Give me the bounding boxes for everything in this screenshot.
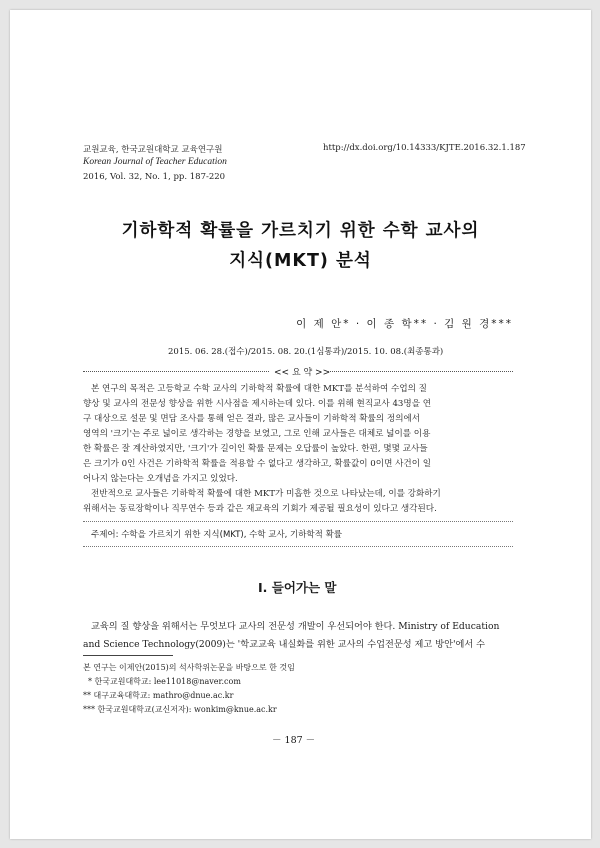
abstract-line: 본 연구의 목적은 고등학교 수학 교사의 기하학적 확률에 대한 MKT를 분석하여 수업의 질 (91, 384, 427, 394)
abstract-line: 위해서는 동료장학이나 직무연수 등과 같은 재교육의 기회가 제공될 필요성이 있다고 생각된다. (83, 504, 437, 514)
abstract-heading (83, 365, 513, 377)
volume-info: 2016, Vol. 32, No. 1, pp. 187-220 (83, 172, 226, 182)
body-line: and Science Technology(2009)는 '학교교육 내실화를 위한 교사의 수업전문성 제고 방안'에서 수 (83, 639, 486, 650)
abstract-line: 한 확률은 잘 계산하였지만, '크기'가 길이인 확률 문제는 오답률이 높았다. 한편, 몇몇 교사들 (83, 444, 428, 454)
paper-page (10, 10, 591, 839)
abstract-line: 구 대상으로 설문 및 면담 조사를 통해 얻은 결과, 많은 교사들이 기하학적 확률의 정의에서 (83, 414, 421, 424)
footnote: *** 한국교원대학교(교신저자): wonkim@knue.ac.kr (83, 705, 277, 714)
footnote-rule (83, 655, 173, 656)
abstract-line: 어나지 않는다는 오개념을 가지고 있었다. (83, 474, 238, 484)
title-line-1: 기하학적 확률을 가르치기 위한 수학 교사의 (121, 221, 480, 241)
body-line: 교육의 질 향상을 위해서는 무엇보다 교사의 전문성 개발이 우선되어야 한다. Ministry of Education (91, 621, 500, 632)
abstract-line: 전반적으로 교사들은 기하학적 확률에 대한 MKT가 미흡한 것으로 나타났는데, 이를 강화하기 (91, 489, 441, 499)
keywords: 주제어: 수학을 가르치기 위한 지식(MKT), 수학 교사, 기하학적 확률 (91, 530, 343, 540)
abstract-line: 은 크기가 0인 사건은 기하학적 확률을 적용할 수 없다고 생각하고, 확률값이 0이면 사건이 일 (83, 459, 432, 469)
abstract-line: 영역의 '크기'는 주로 넓이로 생각하는 경향을 보였고, 그로 인해 교사들은 대체로 넓이를 이용 (83, 429, 431, 439)
abstract-rule-right (327, 371, 513, 372)
keywords-rule-top (83, 521, 513, 522)
journal-name: Korean Journal of Teacher Education (83, 157, 227, 167)
authors: 이 제 안* · 이 종 학** · 김 원 경*** (296, 318, 513, 330)
keywords-rule-bottom (83, 546, 513, 547)
page-number: － 187 － (272, 735, 316, 746)
abstract-label: << 요 약 >> (271, 365, 333, 378)
section-heading: Ⅰ. 들어가는 말 (258, 580, 337, 595)
abstract-rule-left (83, 371, 269, 372)
footnote: ** 대구교육대학교: mathro@dnue.ac.kr (83, 691, 234, 700)
footnote: 본 연구는 이제안(2015)의 석사학위논문을 바탕으로 한 것임 (83, 663, 295, 672)
submission-dates: 2015. 06. 28.(접수)/2015. 08. 20.(1심통과)/2015. 10. 08.(최종통과) (168, 347, 444, 357)
footnote: * 한국교원대학교: lee11018@naver.com (88, 677, 241, 686)
title-line-2: 지식(MKT) 분석 (229, 251, 372, 271)
doi-link[interactable]: http://dx.doi.org/10.14333/KJTE.2016.32.1.187 (323, 143, 526, 153)
abstract-line: 향상 및 교사의 전문성 향상을 위한 시사점을 제시하는데 있다. 이를 위해 현직교사 43명을 연 (83, 399, 432, 409)
publisher-line: 교원교육, 한국교원대학교 교육연구원 (83, 145, 223, 155)
